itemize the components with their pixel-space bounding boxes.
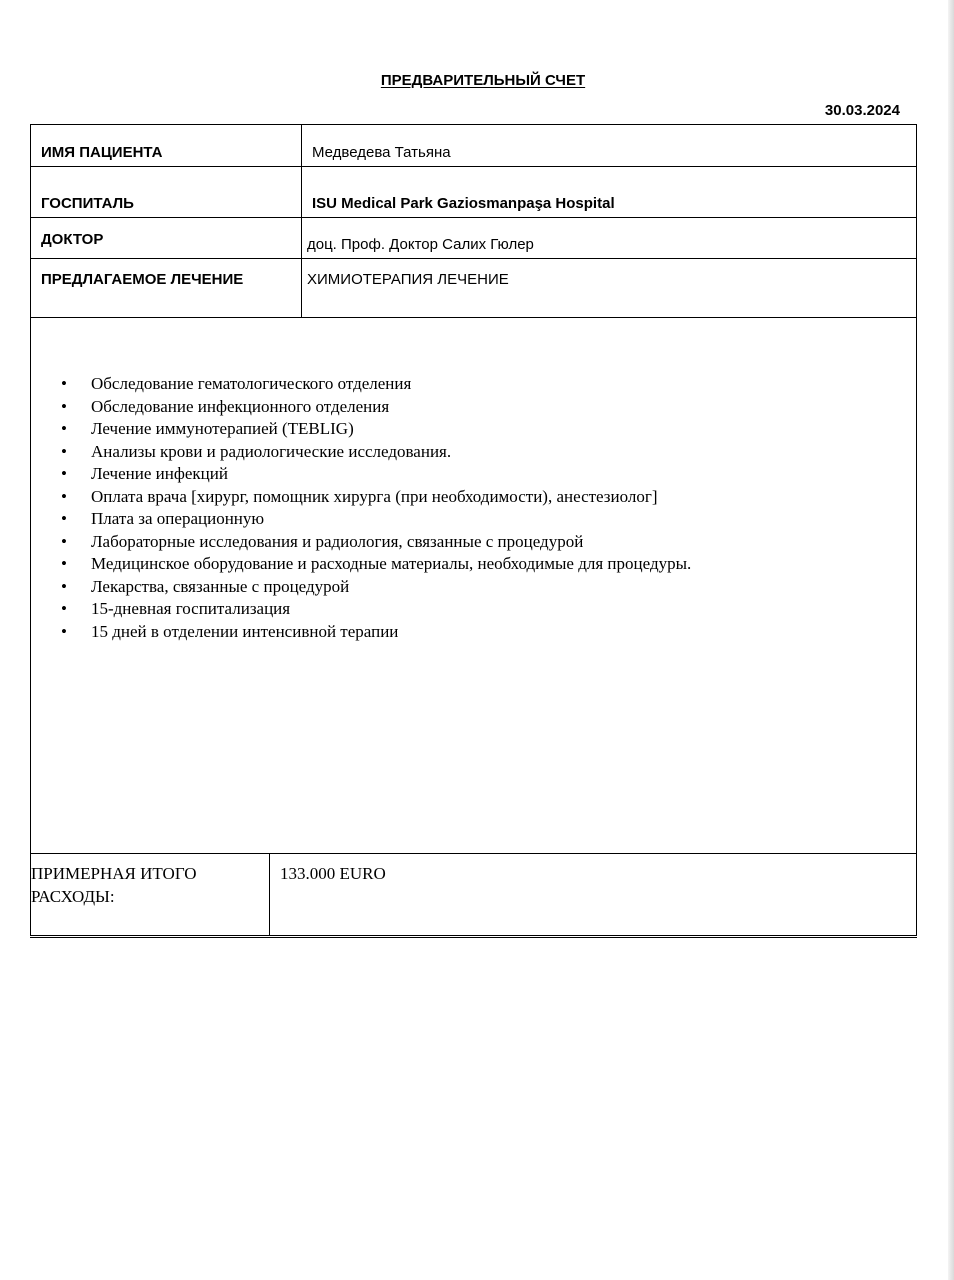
list-item: • Медицинское оборудование и расходные материалы, необходимые для процедуры. — [61, 553, 691, 576]
list-item: • 15 дней в отделении интенсивной терапии — [61, 621, 691, 644]
invoice-table — [30, 124, 917, 936]
document-date: 30.03.2024 — [824, 102, 900, 119]
list-item: • Обследование инфекционного отделения — [61, 396, 691, 419]
row-divider — [31, 258, 916, 259]
hospital-label: ГОСПИТАЛЬ — [41, 195, 134, 212]
treatment-label: ПРЕДЛАГАЕМОЕ ЛЕЧЕНИЕ — [41, 271, 244, 288]
total-label — [31, 862, 197, 908]
list-item: • 15-дневная госпитализация — [61, 598, 691, 621]
list-item: • Оплата врача [хирург, помощник хирурга (при необходимости), анестезиолог] — [61, 486, 691, 509]
list-item: • Анализы крови и радиологические исследования. — [61, 441, 691, 464]
row-divider — [31, 317, 916, 318]
list-item: • Лекарства, связанные с процедурой — [61, 576, 691, 599]
column-divider — [269, 853, 270, 935]
patient-name-label: ИМЯ ПАЦИЕНТА — [41, 144, 163, 161]
services-list — [61, 373, 691, 643]
total-label-line2: РАСХОДЫ: — [31, 887, 115, 906]
list-item: • Плата за операционную — [61, 508, 691, 531]
list-item: • Лабораторные исследования и радиология, связанные с процедурой — [61, 531, 691, 554]
total-value: 133.000 EURO — [280, 864, 386, 883]
document-title: ПРЕДВАРИТЕЛЬНЫЙ СЧЕТ — [380, 72, 586, 89]
total-label-line1: ПРИМЕРНАЯ ИТОГО — [31, 864, 197, 883]
column-divider — [301, 125, 302, 317]
treatment-value: ХИМИОТЕРАПИЯ ЛЕЧЕНИЕ — [307, 271, 509, 288]
row-divider — [31, 217, 916, 218]
doctor-label: ДОКТОР — [41, 231, 104, 248]
table-bottom-double-line — [30, 937, 917, 938]
list-item: • Лечение иммунотерапией (TEBLIG) — [61, 418, 691, 441]
list-item: • Лечение инфекций — [61, 463, 691, 486]
row-divider — [31, 166, 916, 167]
row-divider — [31, 853, 916, 854]
page-edge-shadow — [948, 0, 954, 1280]
patient-name-value: Медведева Татьяна — [312, 144, 451, 161]
list-item: • Обследование гематологического отделения — [61, 373, 691, 396]
hospital-value: ISU Medical Park Gaziosmanpaşa Hospital — [312, 195, 615, 212]
doctor-value: доц. Проф. Доктор Салих Гюлер — [307, 236, 534, 253]
